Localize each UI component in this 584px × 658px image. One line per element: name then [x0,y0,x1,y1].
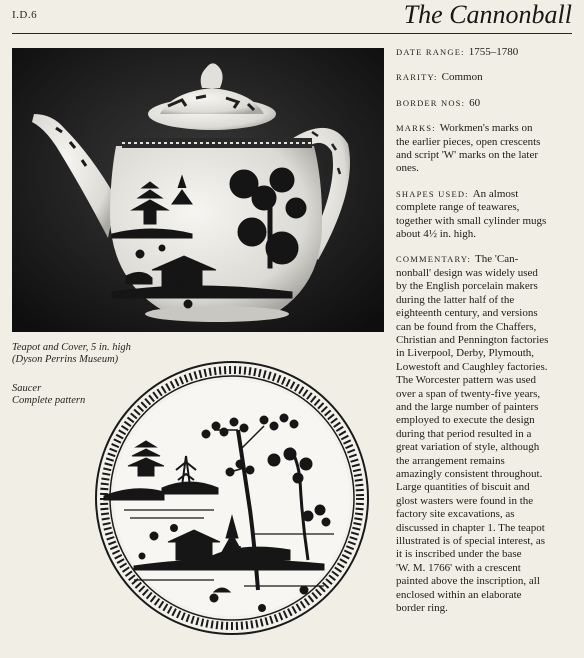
commentary-line: Large quantities of biscuit and [396,481,530,494]
commentary-line: amazingly consistent throughout. [396,467,543,480]
border-field: BORDER NOS: 60 [396,96,481,109]
commentary-line: glost wasters were found in the [396,494,534,507]
marks-field: MARKS: Workmen's marks on the earlier pieces, open crescents and script 'W' marks on the later ones. [396,122,541,175]
commentary-line: during the latter half of the [396,293,515,306]
teapot-photo [12,48,384,332]
commentary-line: The Worcester pattern was used [396,374,537,387]
commentary-line: discussed in chapter 1. The teapot [396,521,545,534]
commentary-field: COMMENTARY: The 'Can- nonball' design was widely used by the English porcelain makers during the latter half of the eighteenth century, and versions can be found from the Chaffers, Christian and Pennington factories in Liverpool, Derby, Plymouth, Lowestoft and Caughley factories. The Worcester pattern was used over a span of twenty-five years, and the large number of painters employed to execute the design during that period resulted in a great variation of style, although the arrangement remains amazingly consistent throughout. Large quantities of biscuit and glost wasters were found in the factory site excavations, as discussed in chapter 1. The teapot illustrated is of special interest, as it is inscribed under the base 'W. M. 1766' with a crescent painted above the inscription, all enclosed within an elaborate border ring. [396,253,576,615]
shapes-field: SHAPES USED: An almost complete range of teawares, together with small cylinder mugs about 4½ in. high. [396,187,547,241]
commentary-line: painted above the inscription, all [396,575,540,588]
commentary-line: can be found from the Chaffers, [396,320,537,333]
saucer-caption: Saucer Complete pattern [12,383,86,406]
section-code: I.D.6 [12,9,38,21]
commentary-line: it is inscribed under the base [396,548,522,561]
commentary-line: factory site excavations, as [396,508,515,521]
header-rule [12,33,572,34]
commentary-line: during that period resulted in a [396,427,532,440]
commentary-line: Lowestoft and Caughley factories. [396,360,548,373]
commentary-line: by the English porcelain makers [396,280,538,293]
commentary-line: eighteenth century, and versions [396,307,538,320]
commentary-line: 'W. M. 1766' with a crescent [396,561,521,574]
commentary-line: enclosed within an elaborate [396,588,522,601]
teapot-caption: Teapot and Cover, 5 in. high (Dyson Perrins Museum) [12,342,131,365]
saucer-illustration [94,360,370,636]
commentary-line: over a span of twenty-five years, [396,387,541,400]
commentary-line: the arrangement remains [396,454,505,467]
commentary-line: great variation of style, although [396,441,540,454]
commentary-line: border ring. [396,602,448,615]
commentary-line: in Liverpool, Derby, Plymouth, [396,347,534,360]
date-range-field: DATE RANGE: 1755–1780 [396,46,519,58]
text-column [396,46,576,627]
commentary-line: illustrated is of special interest, as [396,535,546,547]
commentary-line: and the large number of painters [396,400,539,413]
commentary-line: employed to execute the design [396,414,535,427]
commentary-line: nonball' design was widely used [396,266,538,279]
page-title: The Cannonball [403,0,572,29]
rarity-field: RARITY: Common [396,71,483,84]
commentary-line: Christian and Pennington factories [396,333,549,346]
